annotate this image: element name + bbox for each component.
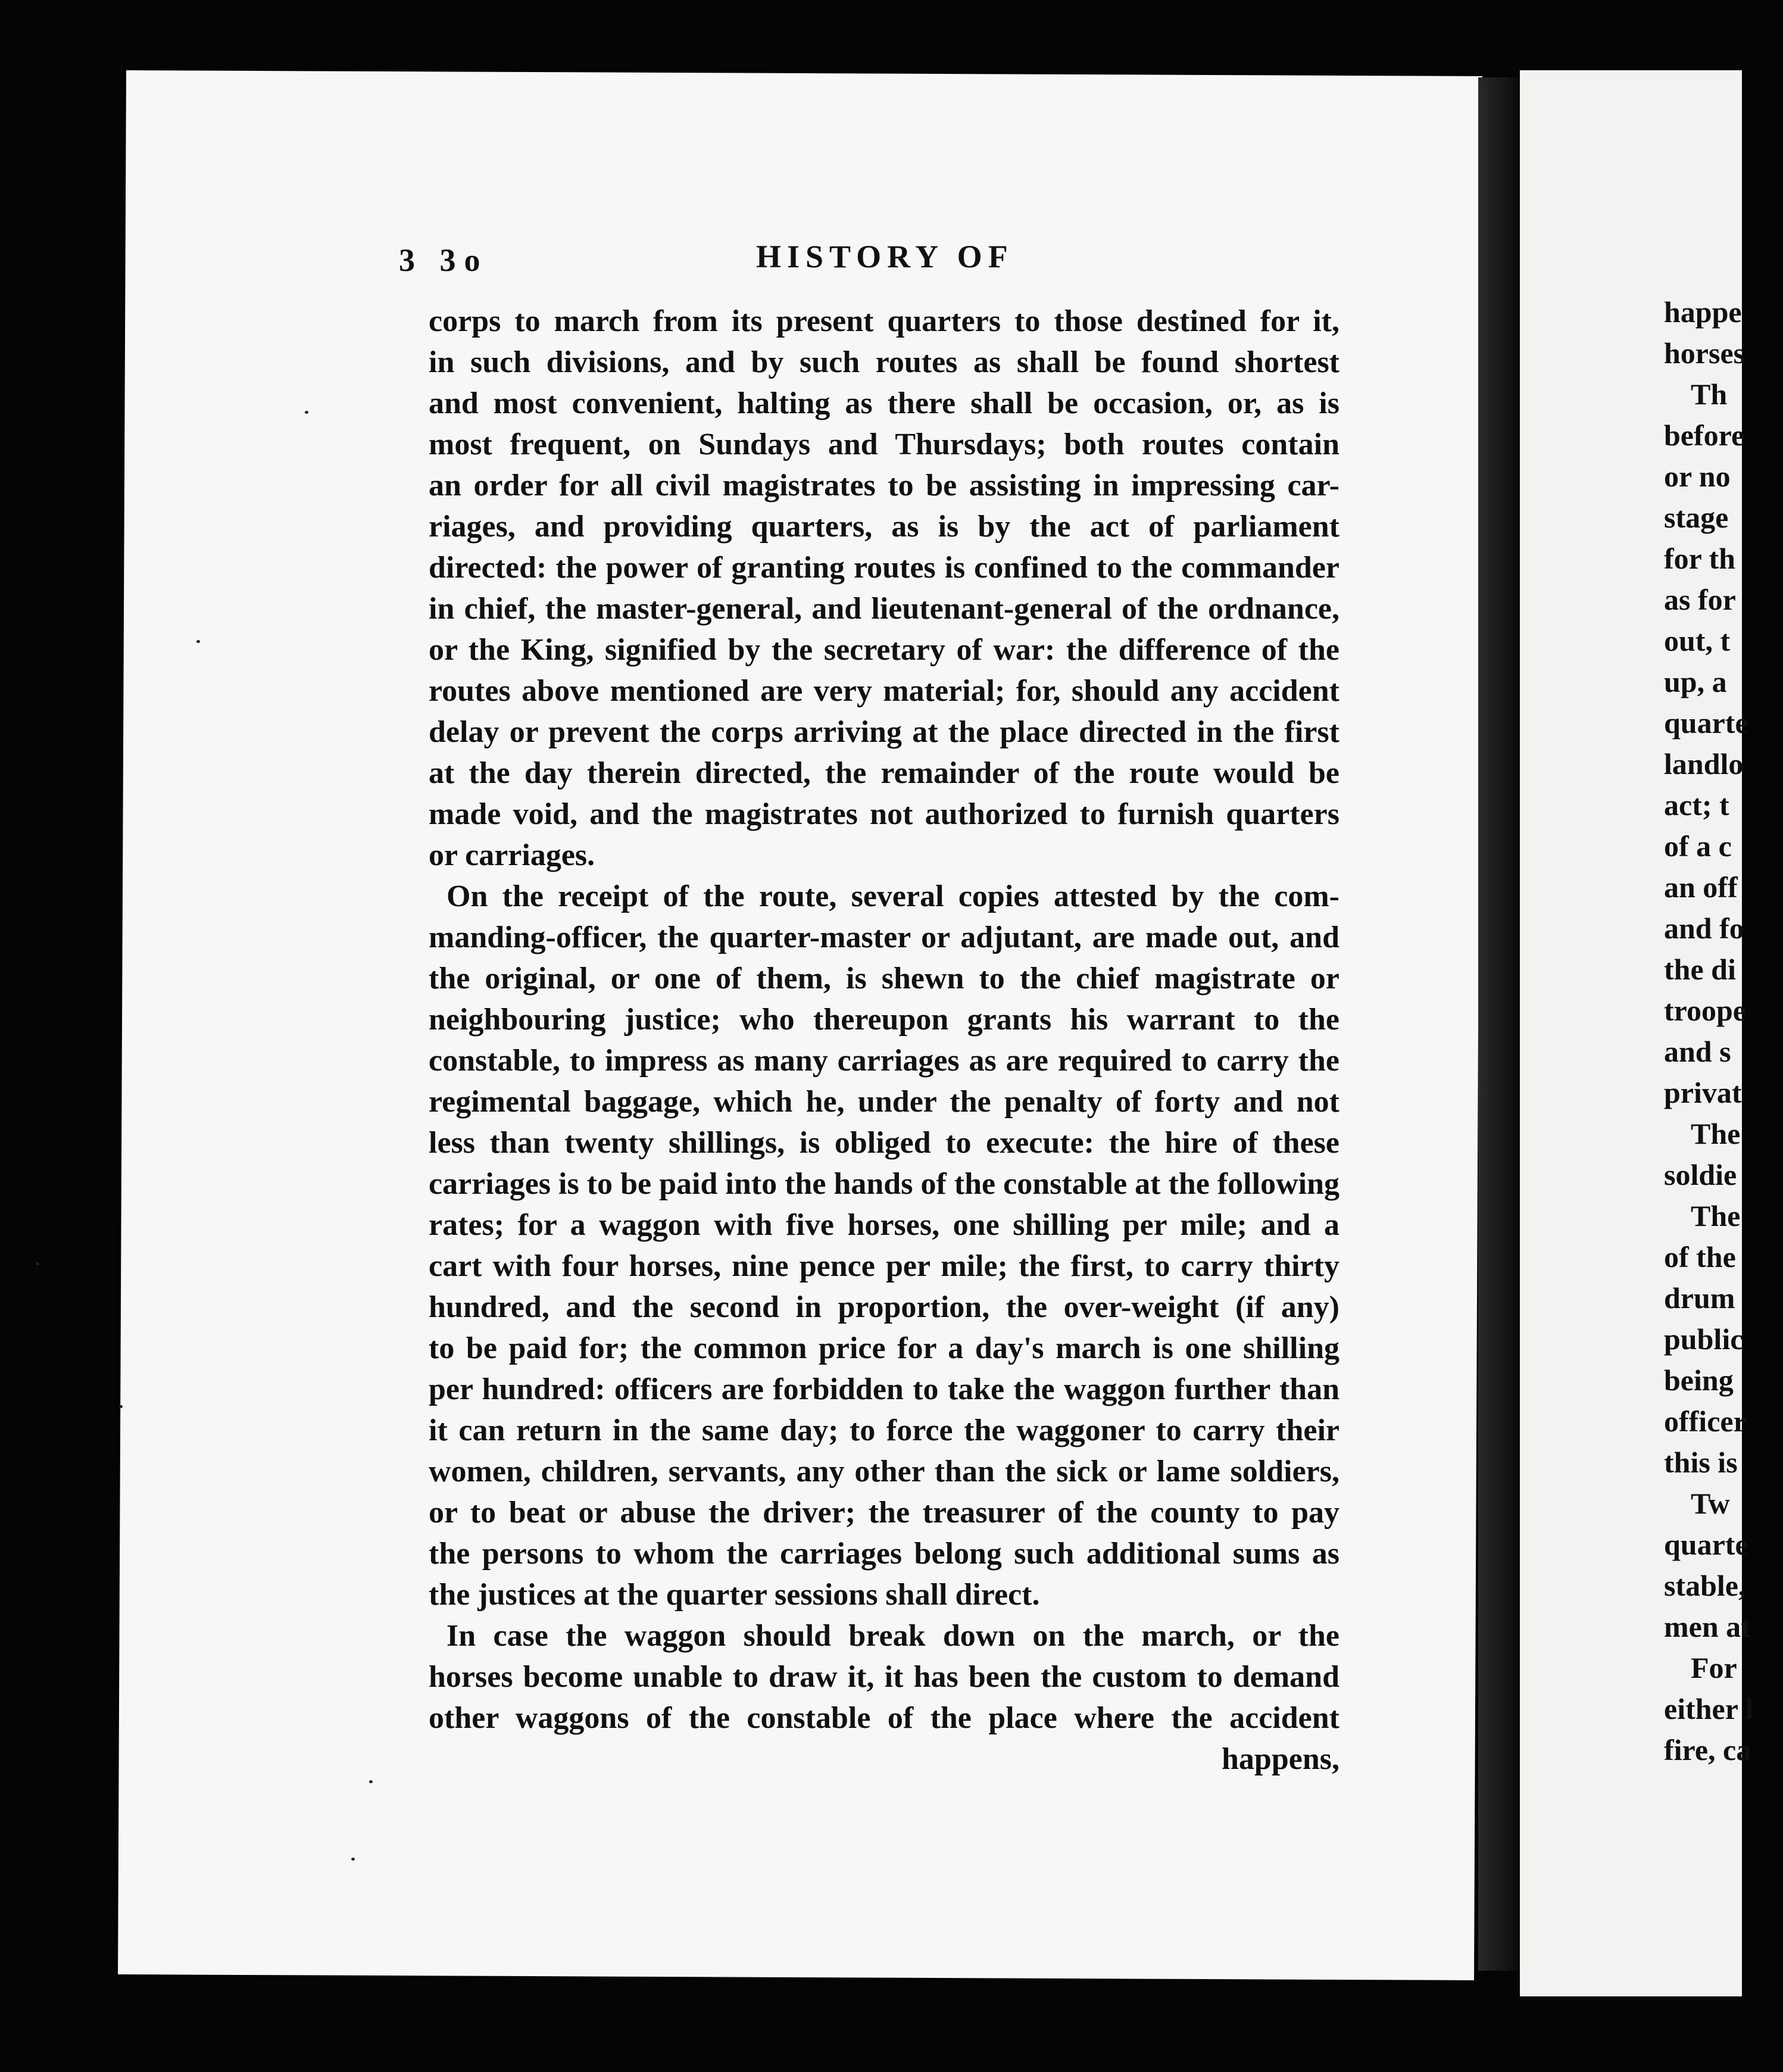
text-fragment: of a c <box>1664 829 1732 863</box>
text-fragment: men at <box>1664 1610 1751 1643</box>
text-line: in chief, the master-general, and lieutenant-general of the ordnance, <box>429 592 1339 626</box>
text-fragment: before <box>1664 419 1745 452</box>
text-line: cart with four horses, nine pence per mile; the first, to carry thirty <box>429 1249 1339 1283</box>
right-page-text <box>1664 292 1783 1771</box>
text-line: directed: the power of granting routes is confined to the commander <box>429 551 1339 585</box>
text-line: an order for all civil magistrates to be assisting in impressing car- <box>429 469 1339 503</box>
text-fragment: officer <box>1664 1405 1747 1438</box>
text-fragment: the di <box>1664 953 1736 986</box>
text-line: or the King, signified by the secretary of war: the difference of the <box>429 633 1339 667</box>
text-fragment: For <box>1691 1651 1737 1684</box>
text-line: carriages is to be paid into the hands of the constable at the following <box>429 1167 1339 1201</box>
text-fragment: soldie <box>1664 1158 1737 1191</box>
text-fragment: and fo <box>1664 912 1744 945</box>
ink-speck <box>369 1780 373 1783</box>
text-fragment: up, a <box>1664 665 1727 698</box>
text-line: and most convenient, halting as there shall be occasion, or, as is <box>429 386 1339 420</box>
text-line: women, children, servants, any other than the sick or lame soldiers, <box>429 1455 1339 1489</box>
text-line: it can return in the same day; to force the waggoner to carry their <box>429 1413 1339 1447</box>
text-line: at the day therein directed, the remainder of the route would be <box>429 756 1339 790</box>
text-fragment: privat <box>1664 1076 1742 1109</box>
text-line: rates; for a waggon with five horses, one shilling per mile; and a <box>429 1208 1339 1242</box>
left-page-text <box>429 301 1339 1780</box>
text-fragment: stable, <box>1664 1569 1746 1602</box>
text-line: the original, or one of them, is shewn to the chief magistrate or <box>429 962 1339 996</box>
text-fragment: drum <box>1664 1281 1735 1315</box>
text-line: routes above mentioned are very material; for, should any accident <box>429 674 1339 708</box>
ink-speck <box>351 1858 355 1861</box>
text-fragment: quarte <box>1664 706 1748 739</box>
text-line: or to beat or abuse the driver; the treasurer of the county to pay <box>429 1496 1339 1530</box>
text-line: delay or prevent the corps arriving at the place directed in the first <box>429 715 1339 749</box>
text-line: happens, <box>1222 1742 1339 1776</box>
text-line: corps to march from its present quarters to those destined for it, <box>429 304 1339 338</box>
text-line: horses become unable to draw it, it has been the custom to demand <box>429 1660 1339 1694</box>
text-fragment: for th <box>1664 542 1735 575</box>
text-line: neighbouring justice; who thereupon grants his warrant to the <box>429 1003 1339 1037</box>
text-line: in such divisions, and by such routes as shall be found shortest <box>429 345 1339 379</box>
text-fragment: being <box>1664 1363 1734 1397</box>
text-line: other waggons of the constable of the place where the accident <box>429 1701 1339 1735</box>
text-fragment: or no <box>1664 460 1731 493</box>
running-head: HISTORY OF <box>756 239 1014 274</box>
text-fragment: stage <box>1664 501 1729 534</box>
text-line: manding-officer, the quarter-master or adjutant, are made out, and <box>429 920 1339 954</box>
text-line: hundred, and the second in proportion, the over-weight (if any) <box>429 1290 1339 1324</box>
text-fragment: troope <box>1664 994 1746 1027</box>
text-fragment: The <box>1691 1117 1741 1150</box>
text-line: less than twenty shillings, is obliged to execute: the hire of these <box>429 1126 1339 1160</box>
text-fragment: fire, ca <box>1664 1733 1751 1767</box>
text-line: per hundred: officers are forbidden to take the waggon further than <box>429 1372 1339 1406</box>
text-line: constable, to impress as many carriages as are required to carry the <box>429 1044 1339 1078</box>
text-fragment: an off <box>1664 870 1738 904</box>
text-fragment: happe <box>1664 295 1742 329</box>
text-fragment: act; t <box>1664 788 1729 822</box>
ink-speck <box>119 1405 123 1408</box>
text-line: most frequent, on Sundays and Thursdays; both routes contain <box>429 427 1339 461</box>
text-fragment: and s <box>1664 1035 1731 1068</box>
text-fragment: out, t <box>1664 624 1731 657</box>
text-fragment: The <box>1691 1199 1741 1232</box>
text-fragment: landlo <box>1664 747 1744 781</box>
text-line: made void, and the magistrates not authorized to furnish quarters <box>429 797 1339 831</box>
text-fragment: public <box>1664 1322 1744 1356</box>
text-fragment: as for <box>1664 583 1736 616</box>
book-gutter <box>1478 77 1520 1971</box>
ink-speck <box>305 411 308 414</box>
text-line: On the receipt of the route, several copies attested by the com- <box>446 879 1339 913</box>
ink-speck <box>36 1262 39 1265</box>
text-line: In case the waggon should break down on the march, or the <box>446 1619 1339 1653</box>
text-line: or carriages. <box>429 838 595 872</box>
text-fragment: either l <box>1664 1692 1754 1725</box>
text-fragment: quarte <box>1664 1528 1748 1561</box>
text-fragment: Th <box>1691 377 1728 411</box>
text-fragment: horses <box>1664 336 1745 370</box>
text-fragment: this is <box>1664 1446 1738 1479</box>
text-line: the persons to whom the carriages belong such additional sums as <box>429 1537 1339 1571</box>
ink-speck <box>196 640 200 643</box>
text-line: to be paid for; the common price for a day's march is one shilling <box>429 1331 1339 1365</box>
text-fragment: Tw <box>1691 1487 1730 1520</box>
text-line: the justices at the quarter sessions shall direct. <box>429 1578 1040 1612</box>
text-fragment: of the <box>1664 1240 1736 1274</box>
page-header <box>399 238 1351 280</box>
text-line: riages, and providing quarters, as is by the act of parliament <box>429 510 1339 544</box>
text-line: regimental baggage, which he, under the penalty of forty and not <box>429 1085 1339 1119</box>
page-number: 3 3o <box>399 242 489 278</box>
